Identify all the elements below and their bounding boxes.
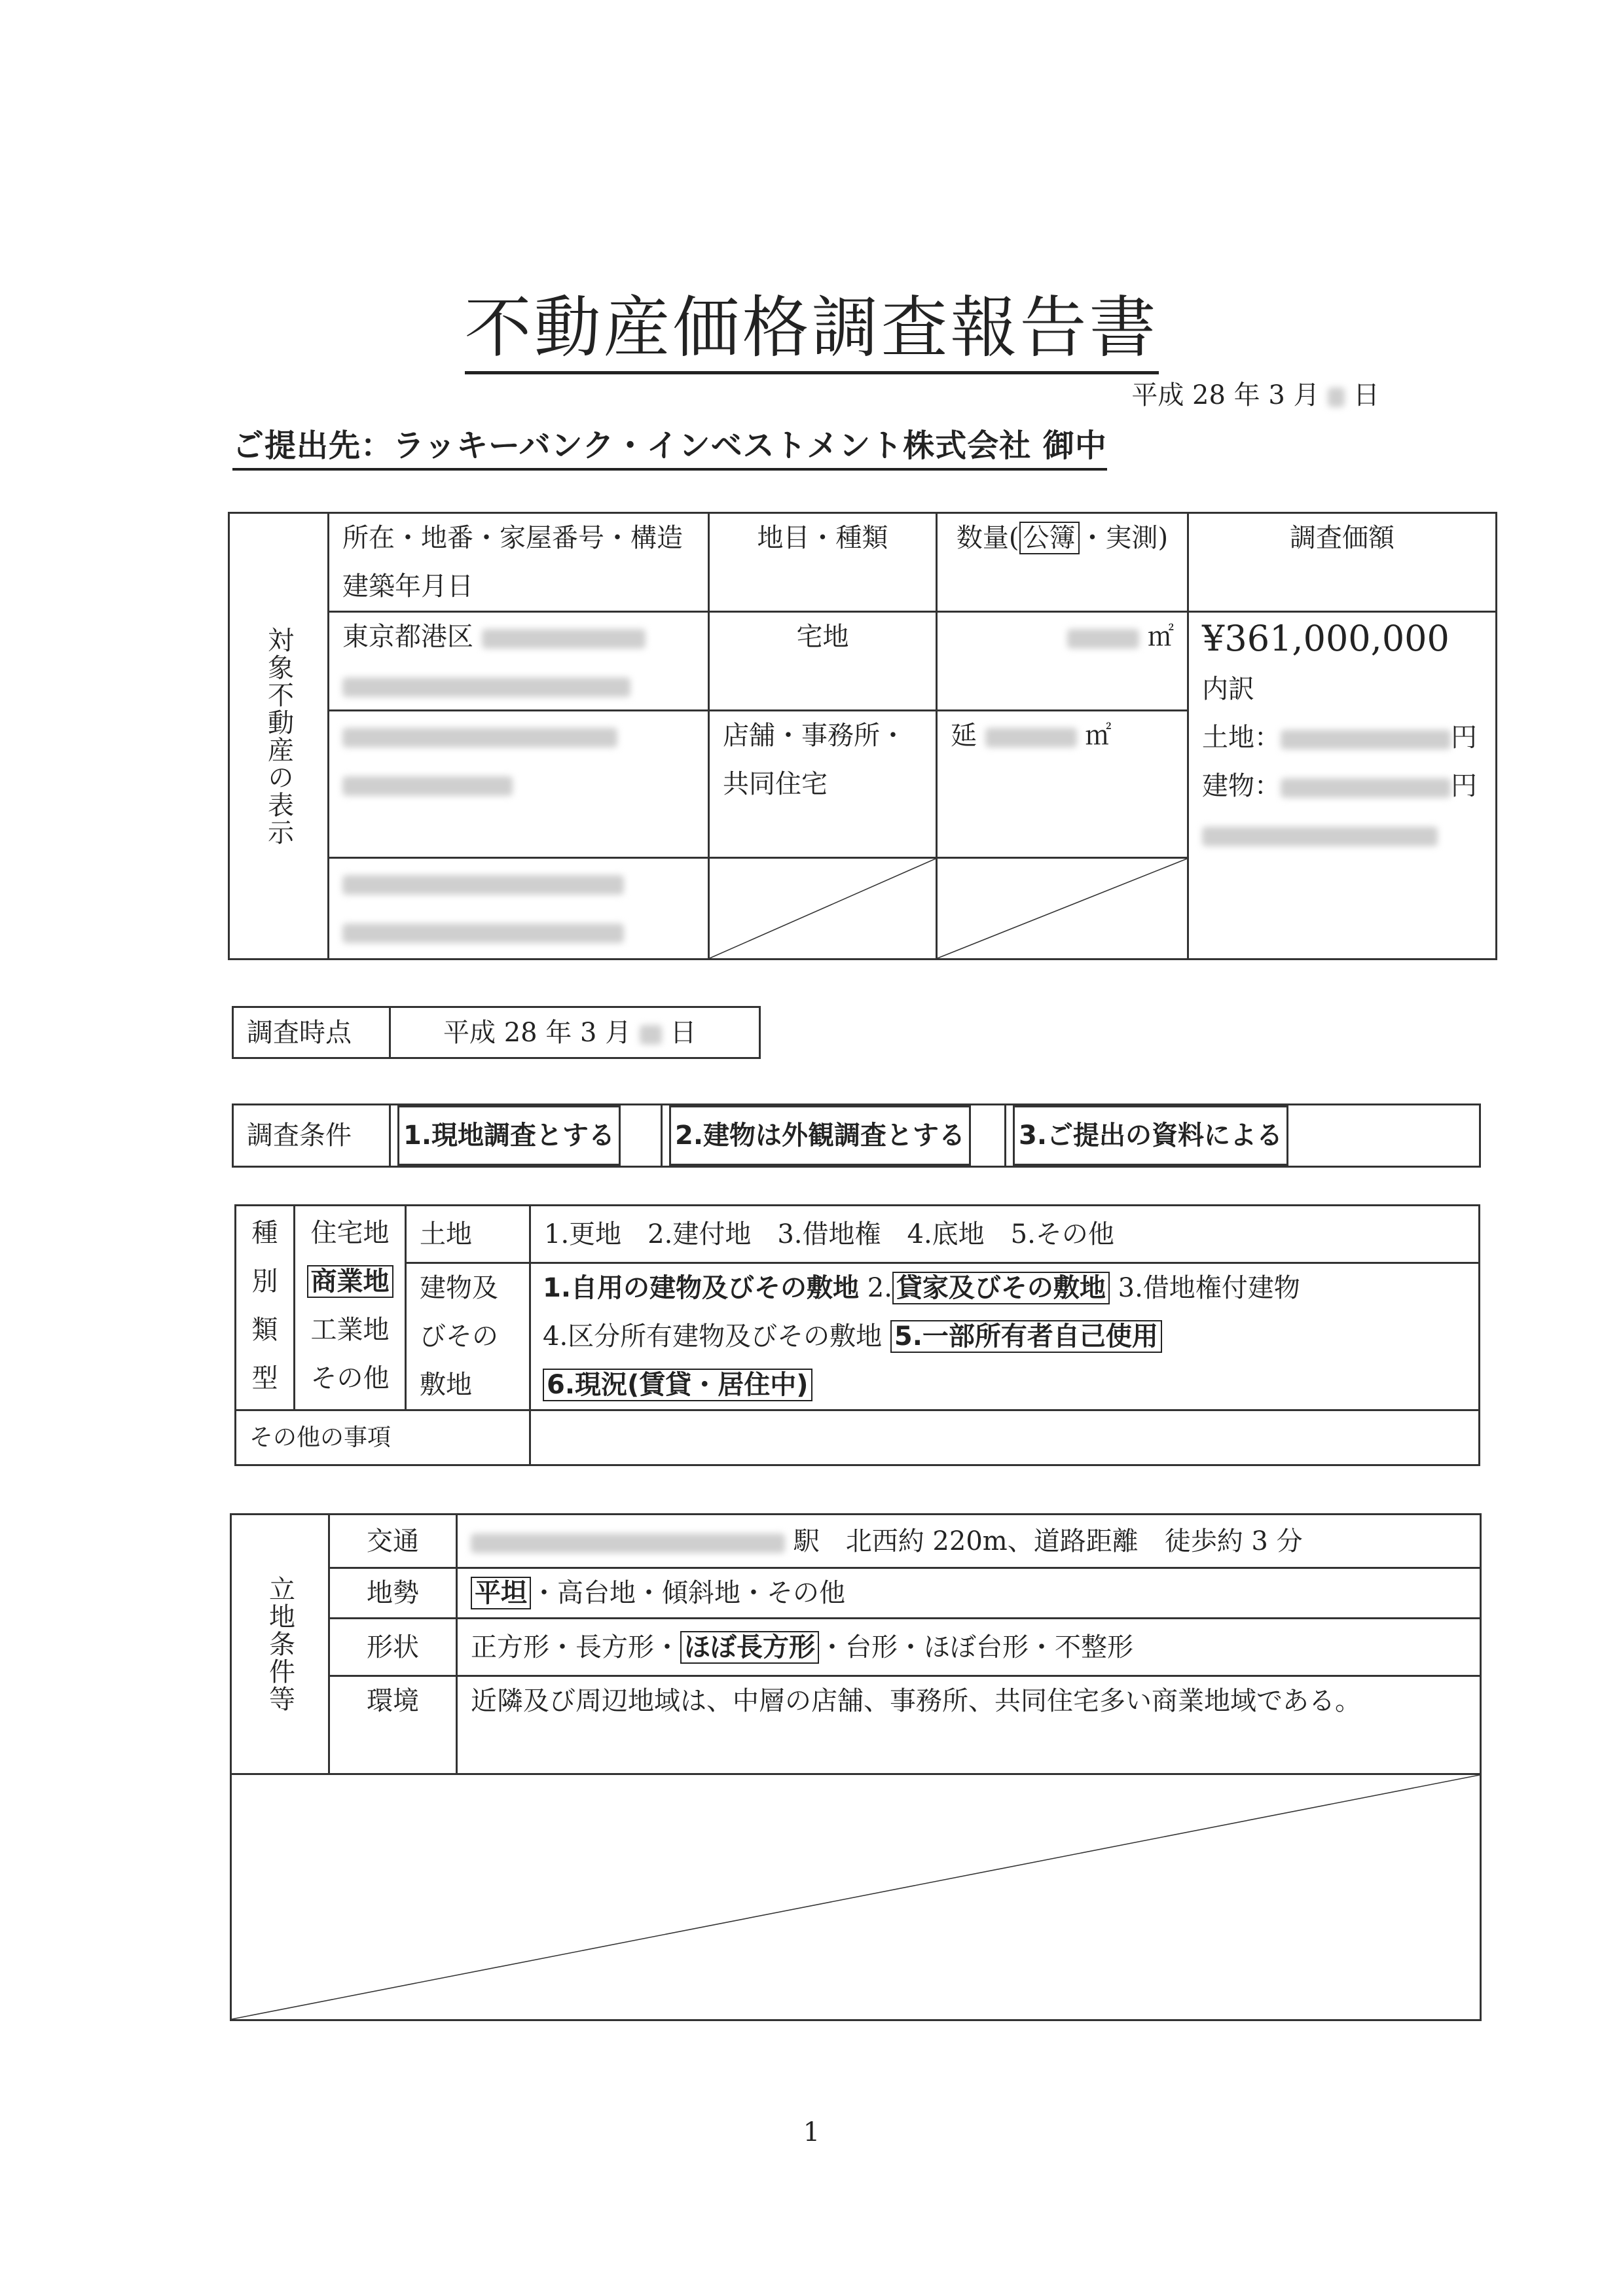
building-category: 店舗・事務所・共同住宅 <box>709 711 937 858</box>
page-number: 1 <box>803 2117 820 2147</box>
building-label: 建物及 びその 敷地 <box>406 1263 530 1410</box>
price-value: ¥361,000,000 <box>1202 618 1450 659</box>
traffic-label: 交通 <box>329 1515 457 1568</box>
report-date: 平成 28 年 3 月 日 <box>1131 380 1379 410</box>
shape-value: 正方形・長方形・ ほぼ長方形 ・台形・ほぼ台形・不整形 <box>457 1619 1481 1676</box>
zone-commercial-selected: 商業地 <box>307 1265 393 1298</box>
survey-conditions-label: 調査条件 <box>233 1105 390 1167</box>
classification-side-label: 種 別 類 型 <box>236 1206 295 1410</box>
property-side-label: 対象不動産の表示 <box>229 513 329 960</box>
terrain-value: 平坦 ・高台地・傾斜地・その他 <box>457 1568 1481 1619</box>
survey-time-value: 平成 28 年 3 月 日 <box>390 1007 760 1058</box>
location-side-label: 立地条件等 <box>231 1515 329 1774</box>
diagonal-cell <box>709 858 937 960</box>
document-title: 不動産価格調査報告書 <box>0 275 1623 370</box>
zone-list: 住宅地 商業地 工業地 その他 <box>295 1206 406 1410</box>
building-options: 1.自用の建物及びその敷地 2. 貸家及びその敷地 3.借地権付建物 4.区分所有建物及びその敷地 5.一部所有者自己使用 6.現況(賃貸・居住中) <box>530 1263 1480 1410</box>
other-matters-label: その他の事項 <box>236 1410 530 1465</box>
breakdown-label: 内訳 <box>1202 674 1254 704</box>
diagonal-cell <box>937 858 1188 960</box>
land-price: 土地： 円 <box>1202 723 1477 753</box>
header-location: 所在・地番・家屋番号・構造 建築年月日 <box>329 513 709 612</box>
condition-1: 1.現地調査とする <box>397 1105 621 1166</box>
header-price: 調査価額 <box>1188 513 1497 612</box>
environment-value: 近隣及び周辺地域は、中層の店舗、事務所、共同住宅多い商業地域である。 <box>457 1676 1481 1774</box>
other-matters-value <box>530 1410 1480 1465</box>
shape-label: 形状 <box>329 1619 457 1676</box>
price-cell <box>1188 612 1497 960</box>
land-location: 東京都港区 <box>329 612 709 711</box>
condition-2: 2.建物は外観調査とする <box>669 1105 971 1166</box>
traffic-value: 駅 北西約 220m、道路距離 徒歩約 3 分 <box>457 1515 1481 1568</box>
header-quantity: 数量( 公簿 ・実測) <box>937 513 1188 612</box>
land-options: 1.更地 2.建付地 3.借地権 4.底地 5.その他 <box>530 1206 1480 1263</box>
diagonal-cell-large <box>231 1774 1481 2020</box>
land-quantity: ㎡ <box>937 612 1188 711</box>
location-table <box>230 1513 1482 2021</box>
land-category: 宅地 <box>709 612 937 711</box>
condition-3: 3.ご提出の資料による <box>1013 1105 1288 1166</box>
survey-conditions-table <box>232 1103 1481 1168</box>
building-price: 建物： 円 <box>1202 771 1477 801</box>
survey-time-table <box>232 1006 761 1059</box>
terrain-label: 地勢 <box>329 1568 457 1619</box>
survey-time-label: 調査時点 <box>233 1007 390 1058</box>
building-date <box>329 858 709 960</box>
redacted-day <box>1328 387 1345 407</box>
classification-table <box>234 1204 1480 1466</box>
land-label: 土地 <box>406 1206 530 1263</box>
redacted-note <box>1202 827 1438 846</box>
environment-label: 環境 <box>329 1676 457 1774</box>
building-quantity: 延 ㎡ <box>937 711 1188 858</box>
recipient: ご提出先：ラッキーバンク・インベストメント株式会社 御中 <box>232 420 1107 471</box>
building-location <box>329 711 709 858</box>
header-category: 地目・種類 <box>709 513 937 612</box>
property-table <box>228 512 1497 960</box>
